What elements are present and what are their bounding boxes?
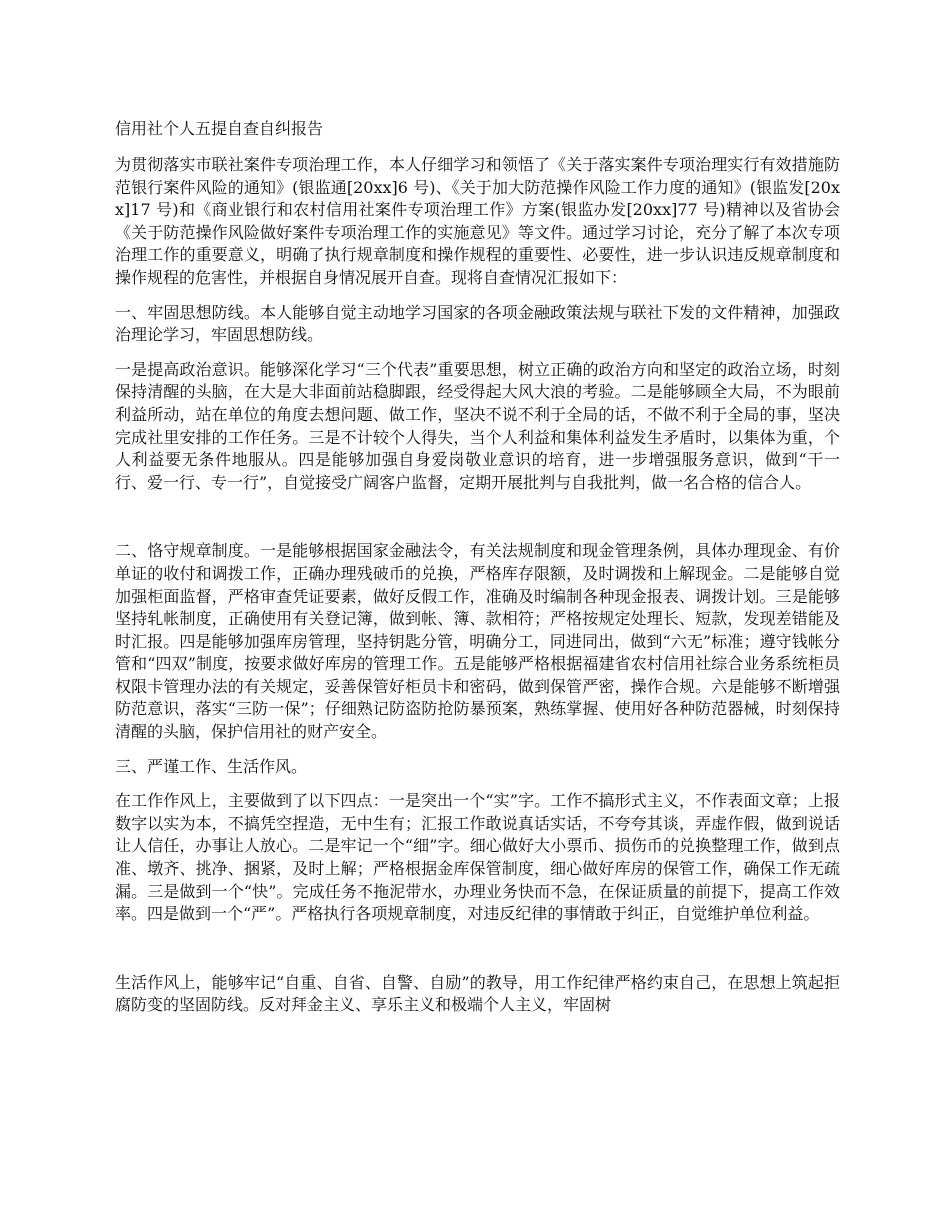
document-page <box>115 118 840 1029</box>
intro-paragraph: 为贯彻落实市联社案件专项治理工作，本人仔细学习和领悟了《关于落实案件专项治理实行有效措施防范银行案件风险的通知》(银监通[20xx]6 号)、《关于加大防范操作风险工作力度的通知》(银监发[20xx]17 号)和《商业银行和农村信用社案件专项治理工作》方案(银监办发[20xx]77 号)精神以及省协会《关于防范操作风险做好案件专项治理工作的实施意见》等文件。通过学习讨论，充分了解了本次专项治理工作的重要意义，明确了执行规章制度和操作规程的重要性、必要性，进一步认识违反规章制度和操作规程的危害性，并根据自身情况展开自查。现将自查情况汇报如下： <box>115 155 840 287</box>
section-2-paragraph: 二、恪守规章制度。一是能够根据国家金融法令，有关法规制度和现金管理条例，具体办理现金、有价单证的收付和调拨工作，正确办理残破币的兑换，严格库存限额，及时调拨和上解现金。二是能够自觉加强柜面监督，严格审查凭证要素，做好反假工作，准确及时编制各种现金报表、调拨计划。三是能够坚持轧帐制度，正确使用有关登记簿，做到帐、簿、款相符；严格按规定处理长、短款，发现差错能及时汇报。四是能够加强库房管理，坚持钥匙分管，明确分工，同进同出，做到“六无”标准；遵守钱帐分管和“四双”制度，按要求做好库房的管理工作。五是能够严格根据福建省农村信用社综合业务系统柜员权限卡管理办法的有关规定，妥善保管好柜员卡和密码，做到保管严密，操作合规。六是能够不断增强防范意识，落实“三防一保”；仔细熟记防盗防抢防暴预案，熟练掌握、使用好各种防范器械，时刻保持清醒的头脑，保护信用社的财产安全。 <box>115 541 840 742</box>
life-style-paragraph: 生活作风上，能够牢记“自重、自省、自警、自励”的教导，用工作纪律严格约束自己，在思想上筑起拒腐防变的坚固防线。反对拜金主义、享乐主义和极端个人主义，牢固树 <box>115 972 840 1015</box>
section-1-body-paragraph: 一是提高政治意识。能够深化学习“三个代表”重要思想，树立正确的政治方向和坚定的政治立场，时刻保持清醒的头脑，在大是大非面前站稳脚跟，经受得起大风大浪的考验。二是能够顾全大局，不为眼前利益所动，站在单位的角度去想问题、做工作，坚决不说不利于全局的话，不做不利于全局的事，坚决完成社里安排的工作任务。三是不计较个人得失，当个人利益和集体利益发生矛盾时，以集体为重，个人利益要无条件地服从。四是能够加强自身爱岗敬业意识的培育，进一步增强服务意识，做到“干一行、爱一行、专一行”，自觉接受广阔客户监督，定期开展批判与自我批判，做一名合格的信合人。 <box>115 359 840 492</box>
work-style-paragraph: 在工作作风上，主要做到了以下四点：一是突出一个“实”字。工作不搞形式主义，不作表面文章；上报数字以实为本，不搞凭空捏造，无中生有；汇报工作敢说真话实话，不夸夸其谈，弄虚作假，做到说话让人信任，办事让人放心。二是牢记一个“细”字。细心做好大小票币、损伤币的兑换整理工作，做到点准、墩齐、挑净、捆紧，及时上解；严格根据金库保管制度，细心做好库房的保管工作，确保工作无疏漏。三是做到一个“快”。完成任务不拖泥带水，办理业务快而不急，在保证质量的前提下，提高工作效率。四是做到一个“严”。严格执行各项规章制度，对违反纪律的事情敢于纠正，自觉维护单位利益。 <box>115 791 840 924</box>
section-1-heading-paragraph: 一、牢固思想防线。本人能够自觉主动地学习国家的各项金融政策法规与联社下发的文件精神，加强政治理论学习，牢固思想防线。 <box>115 302 840 345</box>
spacer <box>115 938 840 972</box>
document-title: 信用社个人五提自查自纠报告 <box>115 119 324 138</box>
section-3-heading: 三、严谨工作、生活作风。 <box>115 756 308 776</box>
spacer <box>115 506 840 540</box>
